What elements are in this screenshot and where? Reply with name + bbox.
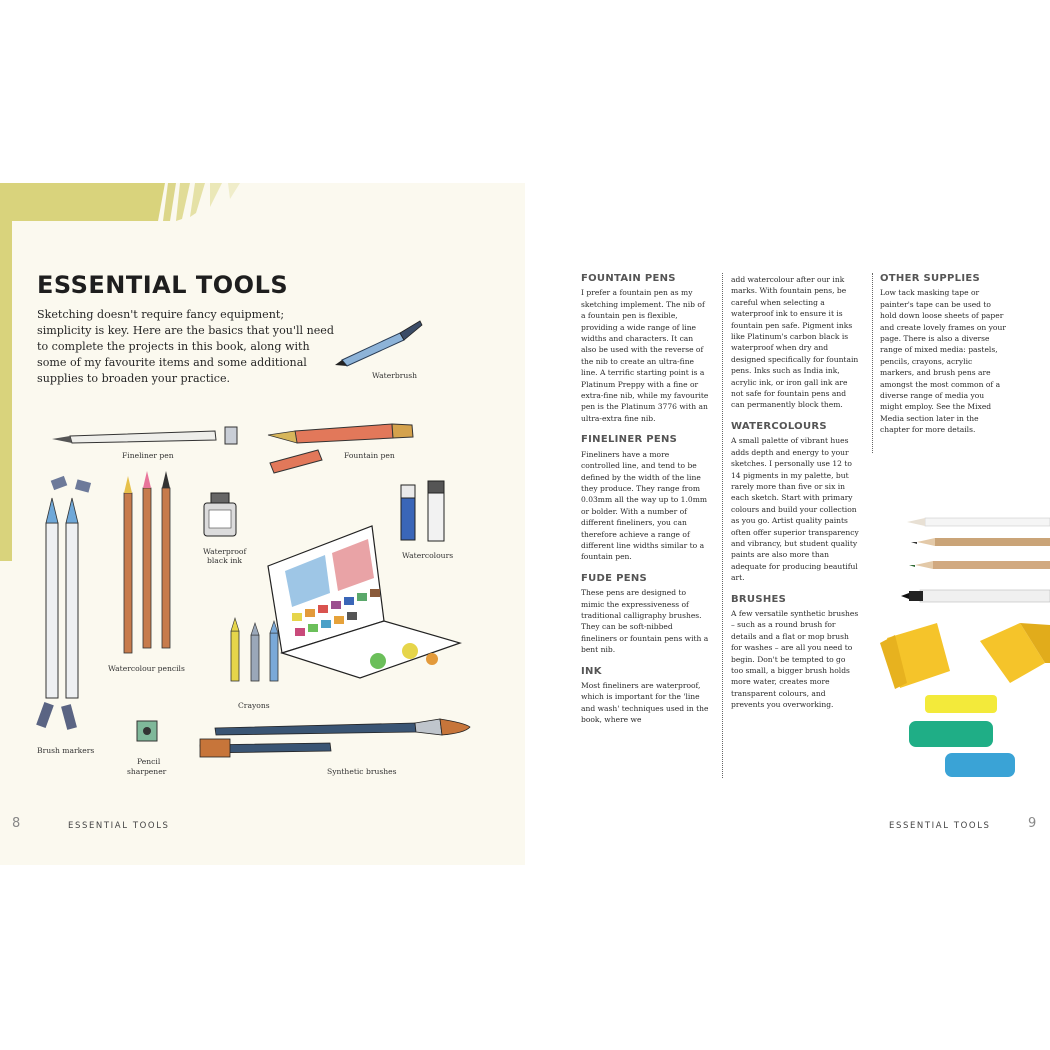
- running-title-left: ESSENTIAL TOOLS: [68, 821, 170, 831]
- ink-bottle-drawing: [204, 493, 236, 536]
- brush-markers-drawing: [36, 476, 91, 730]
- label-pencil-sharpener-1: Pencil: [137, 757, 161, 766]
- page-number-left: 8: [12, 816, 21, 831]
- paragraph-fountain-pens: I prefer a fountain pen as my sketching implement. The nib of a fountain pen is flexible, providing a wide range of line widths and characters. It can also be used with the reverse of the nib to create an ultra-fine line. A terrific starting point is a Platinum Preppy with a fine or extra-fine nib, while my favourite pen is the Platinum 3776 with an ultra-extra fine nib.: [581, 288, 709, 423]
- page-number-right: 9: [1028, 816, 1037, 831]
- paragraph-watercolours: A small palette of vibrant hues adds depth and energy to your sketches. I personally use 12 to 14 pigments in my palette, but rarely more than five or six in each sketch. Start with primary colours and build your collection as you go. Artist quality paints often offer superior transparency and vibrancy, but student quality paints are also more than adequate for producing beautiful art.: [731, 436, 859, 583]
- heading-ink: INK: [581, 665, 602, 677]
- label-watercolour-pencils: Watercolour pencils: [108, 664, 185, 673]
- fineliner-drawing: [52, 427, 237, 444]
- synthetic-brushes-drawing: [200, 719, 470, 757]
- label-fountain-pen: Fountain pen: [344, 451, 395, 460]
- label-brush-markers: Brush markers: [37, 746, 95, 755]
- pastels-photo: [909, 695, 1015, 777]
- label-fineliner-pen: Fineliner pen: [122, 451, 174, 460]
- fountain-pen-drawing: [268, 424, 413, 473]
- right-page: [525, 183, 1050, 865]
- paragraph-fude-pens: These pens are designed to mimic the expressiveness of traditional calligraphy brushes. They can be soft-nibbed fineliners or fountain pens with a bent nib.: [581, 588, 709, 655]
- running-title-right: ESSENTIAL TOOLS: [889, 821, 991, 831]
- label-watercolours: Watercolours: [402, 551, 454, 560]
- heading-brushes: BRUSHES: [731, 593, 787, 605]
- sharpener-drawing: [137, 721, 157, 741]
- heading-watercolours: WATERCOLOURS: [731, 420, 827, 432]
- paragraph-fineliner-pens: Fineliners have a more controlled line, and tend to be defined by the width of the line they produce. They range from 0.03mm all the way up to 1.0mm or bolder. With a number of different fineliners, you can therefore achieve a range of different line widths similar to a fountain pen.: [581, 449, 708, 562]
- paragraph-brushes: A few versatile synthetic brushes – such as a round brush for details and a flat or mop brush for washes – are all you need to begin. Don't be tempted to go too small, a bigger brush holds more water, creates more transparent colours, and prevents you overworking.: [731, 608, 859, 710]
- heading-fineliner-pens: FINELINER PENS: [581, 434, 678, 446]
- supplies-photo: [525, 183, 1050, 865]
- paragraph-ink-continued: add watercolour after our ink marks. With fountain pens, be careful when selecting a waterproof ink to ensure it is fountain pen safe. Pigment inks like Platinum's carbon black is waterproof when dry and designed specifically for fountain pens. Inks such as India ink, acrylic ink, or iron gall ink are not safe for fountain pens and can permanently block them.: [731, 275, 859, 410]
- heading-fountain-pens: FOUNTAIN PENS: [581, 273, 676, 284]
- crayons-drawing: [231, 618, 278, 681]
- tools-illustration: [0, 183, 525, 865]
- paragraph-ink: Most fineliners are waterproof, which is important for the 'line and wash' techniques used in the book, where we: [581, 681, 709, 725]
- watercolour-palette-drawing: [268, 526, 460, 678]
- page-title: ESSENTIAL TOOLS: [37, 271, 289, 299]
- pencils-photo: [901, 518, 1050, 602]
- masking-tape-photo: [880, 623, 1050, 689]
- label-pencil-sharpener-2: sharpener: [127, 767, 167, 776]
- paragraph-other-supplies: Low tack masking tape or painter's tape can be used to hold down loose sheets of paper and create lovely frames on your page. There is also a diverse range of mixed media: pastels, pencils, crayons, acrylic markers, and brush pens are amongst the most common of a diverse range of media you might employ. See the Mixed Media section later in the chapter for more details.: [880, 288, 1006, 435]
- intro-paragraph: Sketching doesn't require fancy equipment; simplicity is key. Here are the basics that you'll need to complete the projects in this book, along with some of my favourite items and some additional supplies to broaden your practice.: [37, 308, 334, 385]
- label-waterbrush: Waterbrush: [372, 371, 418, 380]
- heading-fude-pens: FUDE PENS: [581, 572, 647, 584]
- watercolour-pencils-drawing: [124, 471, 170, 653]
- label-waterproof-ink-2: black ink: [207, 556, 243, 565]
- waterbrush-drawing: [335, 321, 422, 366]
- watercolour-tubes-drawing: [401, 481, 444, 541]
- label-synthetic-brushes: Synthetic brushes: [327, 767, 397, 776]
- label-waterproof-ink-1: Waterproof: [203, 547, 247, 556]
- label-crayons: Crayons: [238, 701, 270, 710]
- left-page: [0, 183, 525, 865]
- heading-other-supplies: OTHER SUPPLIES: [880, 273, 981, 284]
